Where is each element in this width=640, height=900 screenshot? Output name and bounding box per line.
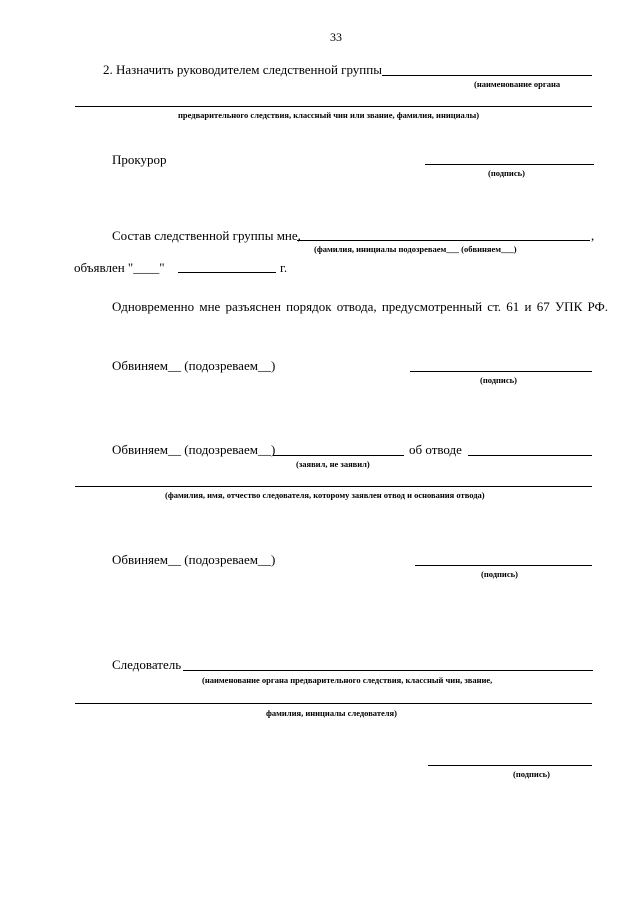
announced-label: объявлен "____" — [74, 260, 165, 275]
investigator-signature-line — [428, 765, 592, 766]
investigator-signature-caption: (подпись) — [513, 769, 550, 779]
accused3-signature-line — [415, 565, 592, 566]
investigator-caption-organ: (наименование органа предварительного следствия, классный чин, звание, — [202, 675, 493, 685]
announced-year: г. — [280, 260, 288, 275]
item2-caption-organ: (наименование органа — [474, 79, 561, 89]
item2-line-full — [75, 106, 592, 107]
prosecutor-signature-caption: (подпись) — [488, 168, 525, 178]
investigator-caption-name: фамилия, инициалы следователя) — [266, 708, 397, 718]
accused2-about-line — [468, 455, 592, 456]
composition-caption: (фамилия, инициалы подозреваем___ (обвиняем___) — [314, 244, 517, 254]
accused2-investigator-caption: (фамилия, имя, отчество следователя, которому заявлен отвод и основания отвода) — [165, 490, 485, 500]
composition-label: Состав следственной группы мне, — [112, 228, 301, 243]
accused3-label: Обвиняем__ (подозреваем__) — [112, 552, 276, 567]
accused2-declared-caption: (заявил, не заявил) — [296, 459, 370, 469]
investigator-label: Следователь — [112, 657, 182, 672]
accused2-investigator-line — [75, 486, 592, 487]
page-number: 33 — [330, 30, 342, 44]
item2-line — [382, 75, 592, 76]
prosecutor-label: Прокурор — [112, 152, 167, 167]
item2-caption-rest: предварительного следствия, классный чин или звание, фамилия, инициалы) — [178, 110, 480, 120]
investigator-line-full — [75, 703, 592, 704]
prosecutor-signature-line — [425, 164, 594, 165]
accused2-about: об отводе — [409, 442, 462, 457]
item2-label: 2. Назначить руководителем следственной группы — [103, 62, 382, 77]
composition-comma: , — [591, 228, 595, 243]
accused3-signature-caption: (подпись) — [481, 569, 518, 579]
announced-date-line — [178, 272, 276, 273]
explained-text: Одновременно мне разъяснен порядок отвода, предусмотренный ст. 61 и 67 УПК РФ. — [112, 299, 609, 314]
accused2-declared-line — [273, 455, 404, 456]
composition-line — [297, 240, 590, 241]
accused1-label: Обвиняем__ (подозреваем__) — [112, 358, 276, 373]
accused2-label: Обвиняем__ (подозреваем__) — [112, 442, 276, 457]
accused1-signature-line — [410, 371, 592, 372]
investigator-line — [183, 670, 593, 671]
accused1-signature-caption: (подпись) — [480, 375, 517, 385]
